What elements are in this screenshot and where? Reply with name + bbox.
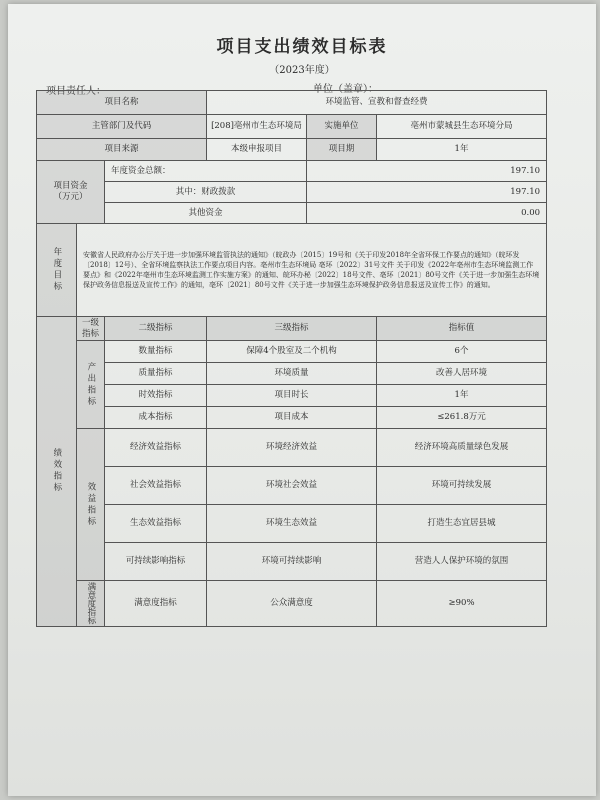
output-value: 1年 <box>377 385 547 407</box>
source-label: 项目来源 <box>37 139 207 161</box>
output-l3: 项目时长 <box>207 385 377 407</box>
period-label: 项目期 <box>307 139 377 161</box>
col-level2: 二级指标 <box>105 317 207 341</box>
satisfaction-label <box>77 581 105 627</box>
funds-total-value: 197.10 <box>307 161 547 182</box>
benefit-l3: 环境生态效益 <box>207 505 377 543</box>
period-value: 1年 <box>377 139 547 161</box>
output-l2: 成本指标 <box>105 407 207 429</box>
satisfaction-l2: 满意度指标 <box>105 581 207 627</box>
col-level3: 三级指标 <box>207 317 377 341</box>
funds-label <box>37 161 105 224</box>
output-l3: 保障4个股室及二个机构 <box>207 341 377 363</box>
annual-goal-label <box>37 224 77 317</box>
benefit-value: 打造生态宜居县城 <box>377 505 547 543</box>
project-name-value: 环境监管、宣教和督查经费 <box>207 91 547 115</box>
benefit-l2: 可持续影响指标 <box>105 543 207 581</box>
output-l3: 环境质量 <box>207 363 377 385</box>
funds-other-value: 0.00 <box>307 203 547 224</box>
benefit-label-text: 效益指标 <box>85 481 96 528</box>
performance-table <box>36 90 547 627</box>
output-l2: 质量指标 <box>105 363 207 385</box>
funds-fiscal-value: 197.10 <box>307 182 547 203</box>
output-label-text: 产出指标 <box>85 361 96 408</box>
responsible-label: 项目责任人： <box>46 86 106 97</box>
benefit-l3: 环境经济效益 <box>207 429 377 467</box>
output-value: 6个 <box>377 341 547 363</box>
benefit-l2: 经济效益指标 <box>105 429 207 467</box>
benefit-value: 经济环境高质量绿色发展 <box>377 429 547 467</box>
source-value: 本级申报项目 <box>207 139 307 161</box>
perf-label <box>37 317 77 627</box>
benefit-l3: 环境社会效益 <box>207 467 377 505</box>
benefit-l3: 环境可持续影响 <box>207 543 377 581</box>
output-l3: 项目成本 <box>207 407 377 429</box>
funds-label-text: 项目资金 （万元） <box>53 181 88 202</box>
project-name-label: 项目名称 <box>37 91 207 115</box>
annual-goal-label-text: 年度目标 <box>51 247 62 293</box>
perf-label-text: 绩效指标 <box>51 448 62 495</box>
output-l2: 数量指标 <box>105 341 207 363</box>
benefit-l2: 社会效益指标 <box>105 467 207 505</box>
page-title: 项目支出绩效目标表 <box>216 37 388 57</box>
satisfaction-l3: 公众满意度 <box>207 581 377 627</box>
funds-other-label: 其他资金 <box>105 203 307 224</box>
col-level1: 一级指标 <box>77 317 105 341</box>
output-l2: 时效指标 <box>105 385 207 407</box>
satisfaction-value: ≥90% <box>377 581 547 627</box>
year-label: （2023年度） <box>269 65 335 76</box>
impl-unit-value: 亳州市蒙城县生态环境分局 <box>377 115 547 139</box>
impl-unit-label: 实施单位 <box>307 115 377 139</box>
benefit-value: 营造人人保护环境的氛围 <box>377 543 547 581</box>
benefit-label <box>77 429 105 581</box>
funds-total-label: 年度资金总额： <box>105 161 307 182</box>
dept-value: [208]亳州市生态环境局 <box>207 115 307 139</box>
output-value: ≤261.8万元 <box>377 407 547 429</box>
unit-stamp-label: 单位（盖章）： <box>313 84 378 95</box>
annual-goal-text: 安徽省人民政府办公厅关于进一步加强环境监管执法的通知》（皖政办〔2015〕19号和《关于印发2018年全省环保工作要点的通知》（皖环发〔2018〕12号）、全省环境监察执法工作要点项目内容。亳州市生态环境局 亳环〔2022〕31号文件 关于印发《2022年亳州市生态环境监测工作要点》和《2022年亳州市生态环境监测工作实施方案》的通知、皖环办秘〔2022〕18号文件、亳环〔2021〕80号文件《关于进一步加强生态环境保护政务信息报送及宣传工作》的通知，亳环〔2021〕80号文件《关于进一步加强生态环境保护政务信息报送及宣传工作》的通知。 <box>77 224 547 317</box>
output-label <box>77 341 105 429</box>
benefit-l2: 生态效益指标 <box>105 505 207 543</box>
satisfaction-label-text: 满意度指标 <box>85 582 96 625</box>
dept-label: 主管部门及代码 <box>37 115 207 139</box>
funds-fiscal-label: 其中：财政拨款 <box>105 182 307 203</box>
output-value: 改善人居环境 <box>377 363 547 385</box>
benefit-value: 环境可持续发展 <box>377 467 547 505</box>
col-value: 指标值 <box>377 317 547 341</box>
